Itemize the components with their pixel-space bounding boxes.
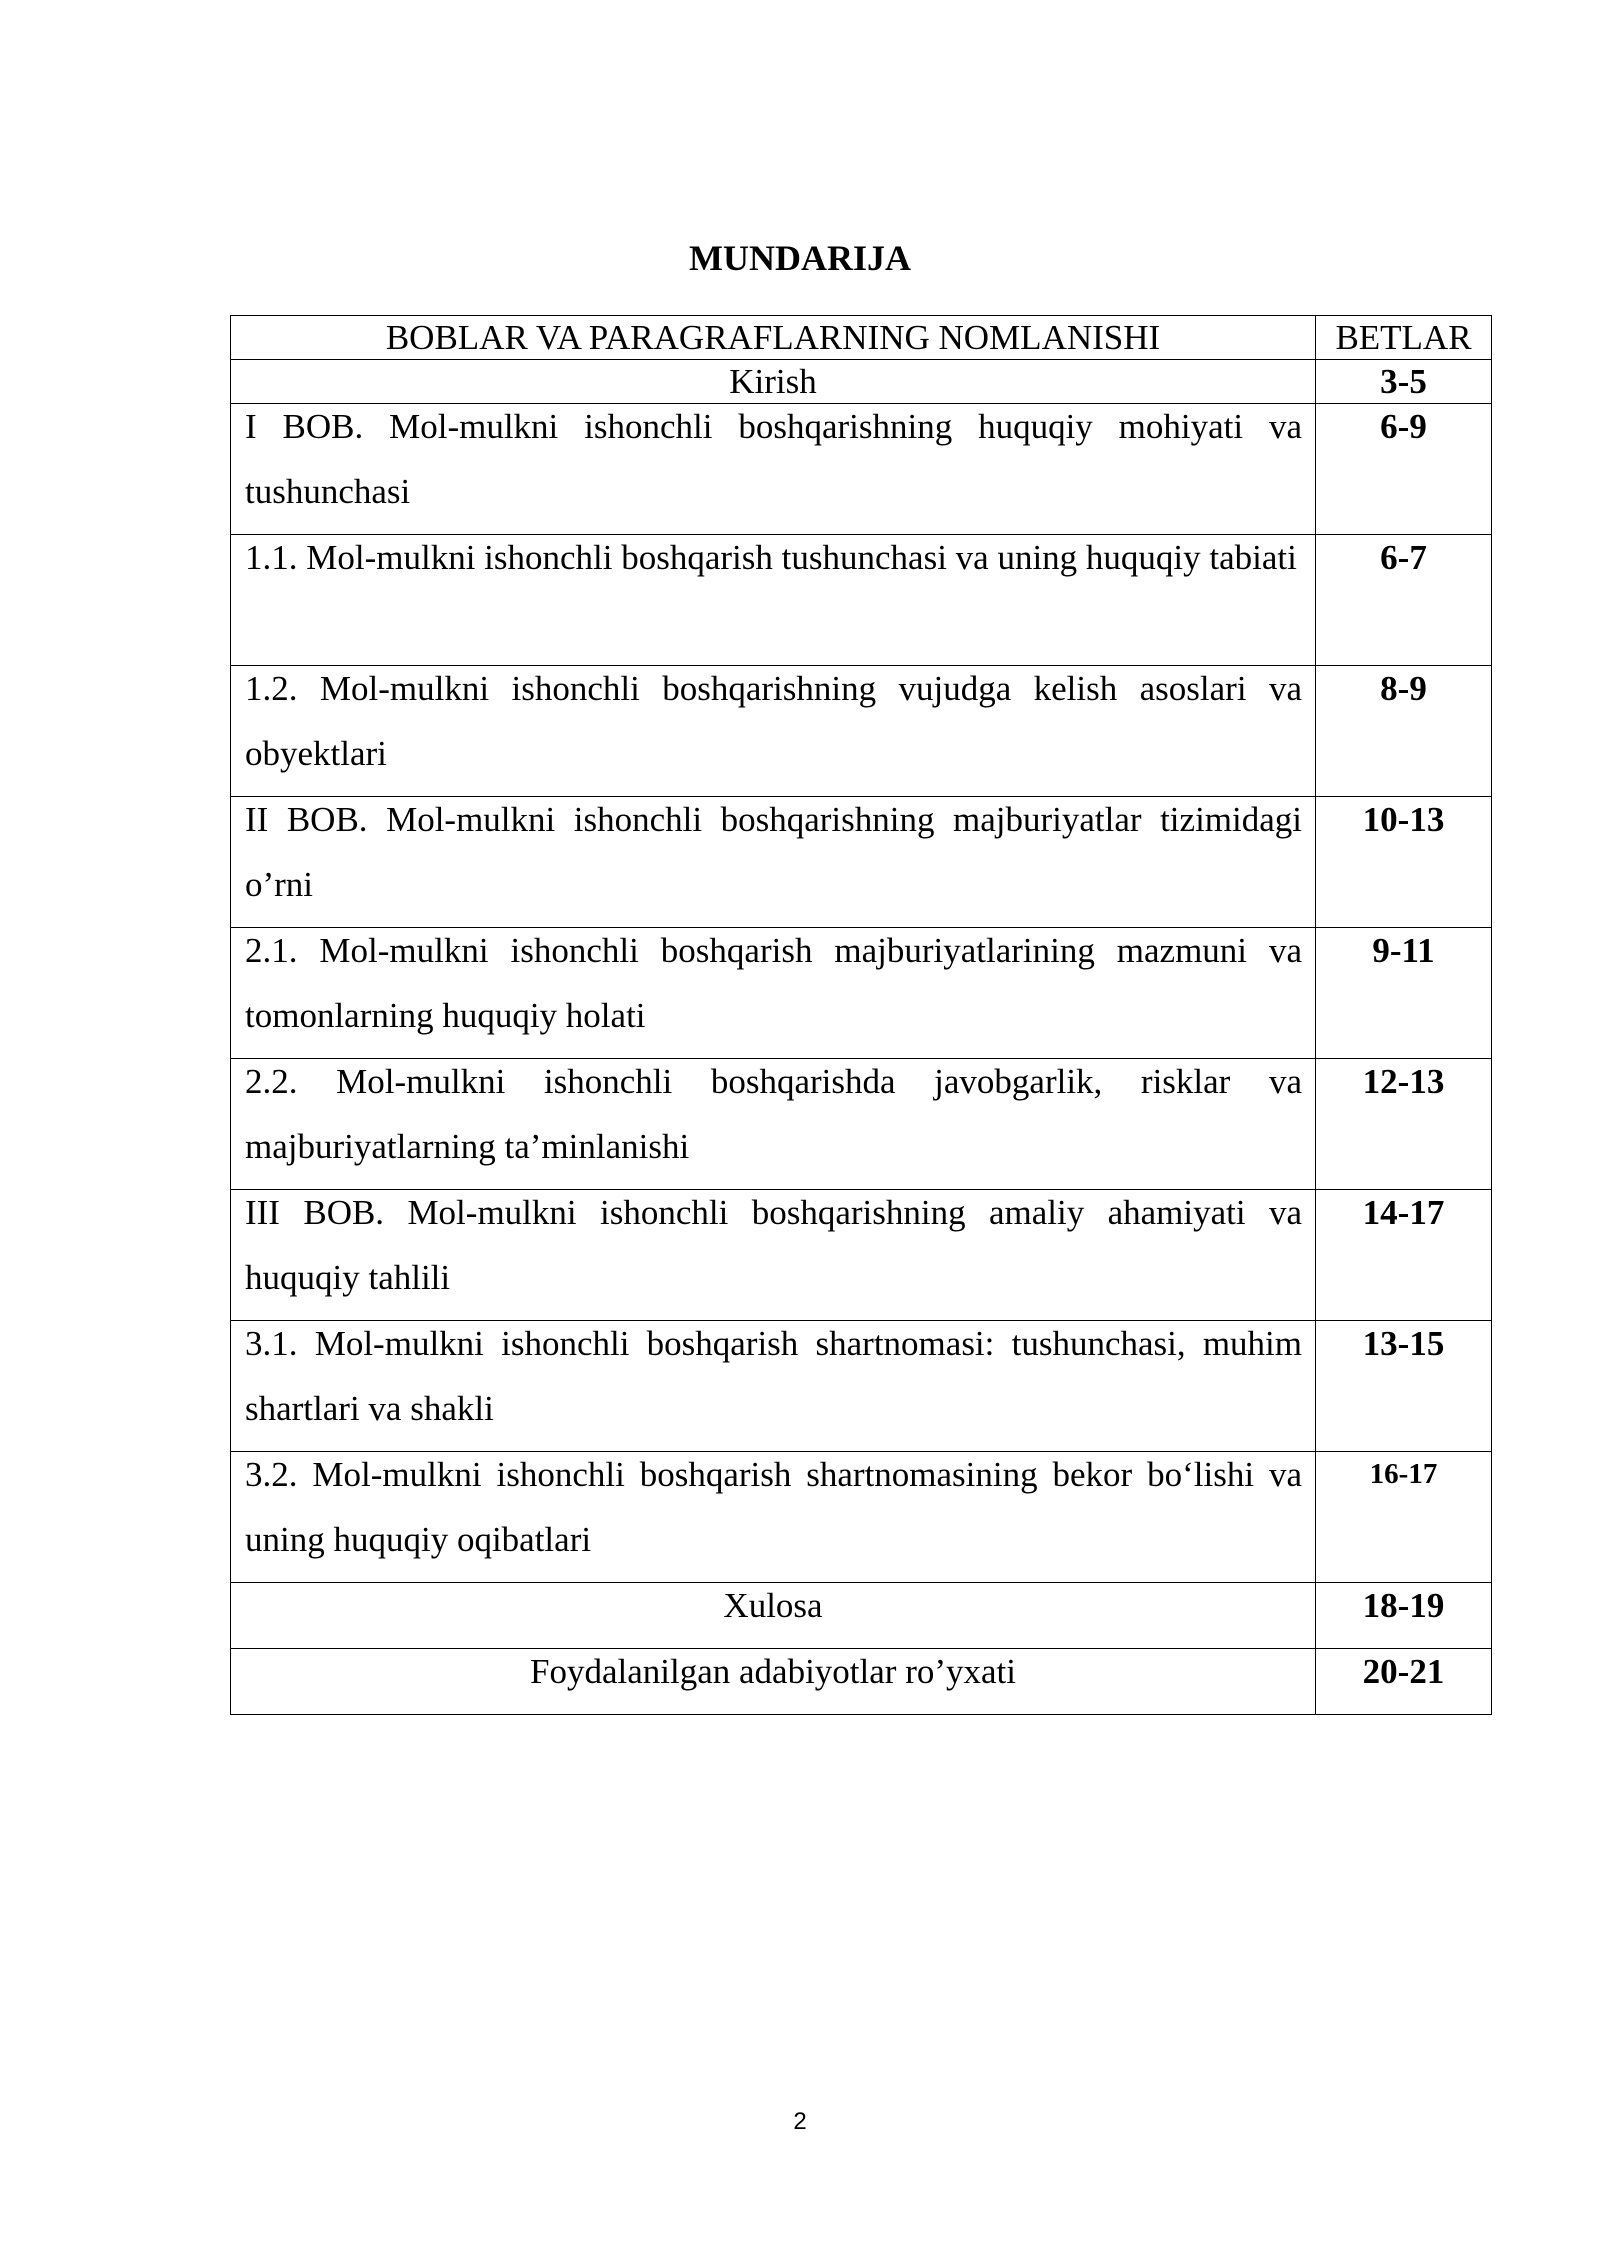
toc-row-references <box>231 1649 1492 1715</box>
toc-entry-pages: 6-7 <box>1380 538 1427 577</box>
toc-entry-title: 3.2. Mol-mulkni ishonchli boshqarish shartnomasining bekor bo‘lishi va uning huquqiy oqibatlari <box>245 1455 1302 1559</box>
toc-row-chapter-3 <box>231 1190 1492 1321</box>
toc-entry-title: 2.2. Mol-mulkni ishonchli boshqarishda javobgarlik, risklar va majburiyatlarning ta’minlanishi <box>245 1062 1302 1166</box>
table-of-contents <box>230 315 1492 1715</box>
toc-entry-pages: 9-11 <box>1372 931 1435 970</box>
toc-entry-title: II BOB. Mol-mulkni ishonchli boshqarishning majburiyatlar tizimidagi o’rni <box>245 800 1302 904</box>
toc-row-section-1-1 <box>231 535 1492 666</box>
toc-row-section-2-2 <box>231 1059 1492 1190</box>
toc-entry-pages: 6-9 <box>1380 407 1427 446</box>
toc-entry-title: III BOB. Mol-mulkni ishonchli boshqarishning amaliy ahamiyati va huquqiy tahlili <box>245 1193 1302 1297</box>
toc-row-section-3-2 <box>231 1452 1492 1583</box>
toc-entry-pages: 13-15 <box>1362 1324 1445 1363</box>
page-number: 2 <box>793 2108 807 2135</box>
toc-entry-pages: 12-13 <box>1362 1062 1445 1101</box>
toc-row-chapter-2 <box>231 797 1492 928</box>
toc-row-section-2-1 <box>231 928 1492 1059</box>
toc-entry-pages: 14-17 <box>1362 1193 1445 1232</box>
toc-entry-title: Xulosa <box>723 1586 823 1625</box>
toc-entry-title: Kirish <box>231 360 1316 404</box>
page-title: MUNDARIJA <box>689 238 911 278</box>
table-header-row <box>231 316 1492 360</box>
toc-entry-title: 1.2. Mol-mulkni ishonchli boshqarishning vujudga kelish asoslari va obyektlari <box>245 669 1302 773</box>
toc-entry-pages: 16-17 <box>1369 1458 1438 1490</box>
header-name: BOBLAR VA PARAGRAFLARNING NOMLANISHI <box>231 316 1316 360</box>
header-pages: BETLAR <box>1316 316 1492 360</box>
toc-entry-pages: 20-21 <box>1362 1652 1445 1691</box>
toc-row-section-3-1 <box>231 1321 1492 1452</box>
toc-row-chapter-1 <box>231 404 1492 535</box>
toc-entry-pages: 3-5 <box>1316 360 1492 404</box>
toc-entry-title: Foydalanilgan adabiyotlar ro’yxati <box>530 1652 1016 1691</box>
toc-entry-title: I BOB. Mol-mulkni ishonchli boshqarishning huquqiy mohiyati va tushunchasi <box>245 407 1302 511</box>
toc-entry-title: 1.1. Mol-mulkni ishonchli boshqarish tushunchasi va uning huquqiy tabiati <box>245 538 1297 577</box>
toc-entry-pages: 18-19 <box>1362 1586 1445 1625</box>
toc-entry-title: 2.1. Mol-mulkni ishonchli boshqarish majburiyatlarining mazmuni va tomonlarning huquqiy holati <box>245 931 1302 1035</box>
toc-row-section-1-2 <box>231 666 1492 797</box>
toc-entry-pages: 8-9 <box>1380 669 1427 708</box>
toc-entry-pages: 10-13 <box>1362 800 1445 839</box>
toc-entry-title: 3.1. Mol-mulkni ishonchli boshqarish shartnomasi: tushunchasi, muhim shartlari va shakli <box>245 1324 1302 1428</box>
toc-row-xulosa <box>231 1583 1492 1649</box>
